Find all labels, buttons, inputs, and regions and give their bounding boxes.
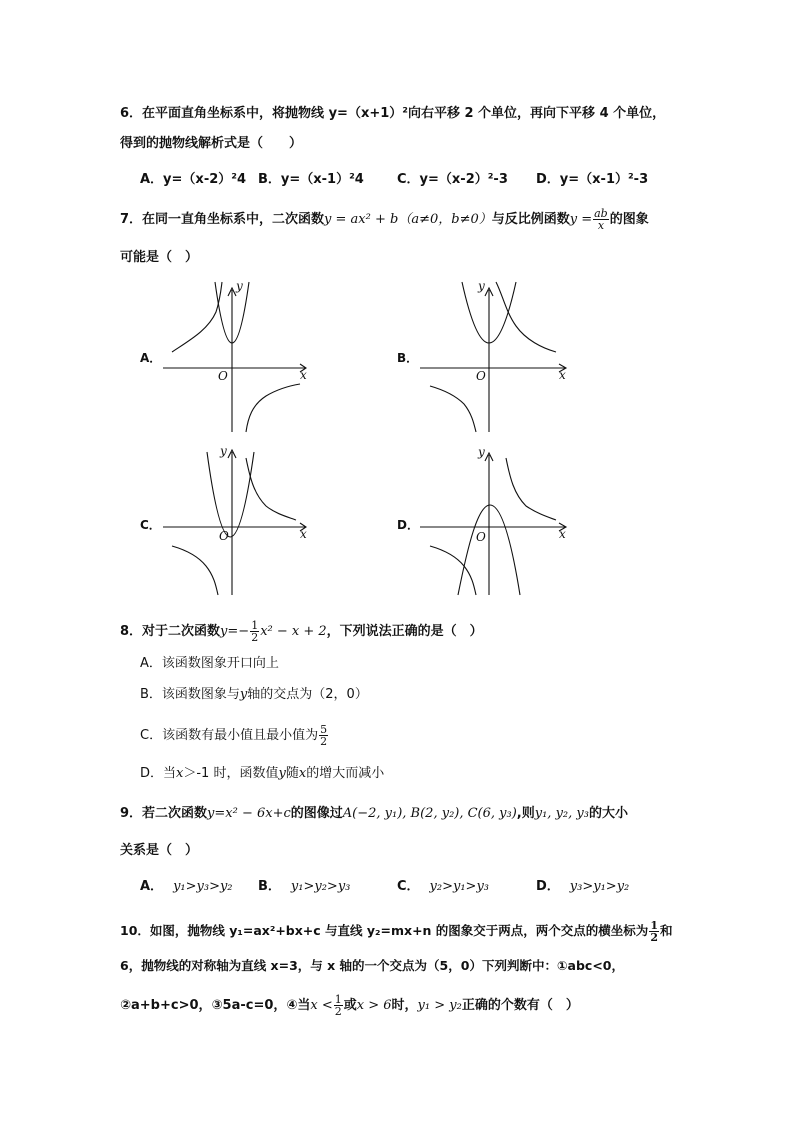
graph-d-x-label: x	[559, 527, 566, 541]
graph-d-label: D．	[397, 518, 419, 532]
q8-option-b	[140, 687, 368, 703]
q9-opt-b-text: y₁>y₂>y₃	[290, 879, 351, 894]
q9-option-d	[536, 879, 629, 895]
q8-frac-den: 2	[251, 631, 259, 644]
graph-c-origin: O	[219, 529, 229, 543]
q10-line1-fraction	[649, 920, 659, 943]
graph-c-label: C．	[140, 518, 161, 532]
q7-stem-b: 与反比例函数	[491, 212, 570, 227]
graph-b-origin: O	[476, 369, 486, 383]
q10-line1	[120, 920, 672, 943]
q8-stem	[120, 620, 483, 643]
q9-opt-b-label: B．	[258, 879, 281, 894]
q9-stem-a: 9．若二次函数	[120, 806, 208, 821]
q8-formula-rhs: x² − x + 2	[260, 624, 327, 639]
q9-stem-c: ,则	[516, 806, 535, 821]
q10-line3-b: 时，	[391, 998, 418, 1013]
graph-b-x-label: x	[559, 368, 566, 382]
q8-optd-d: 的增大而减小	[306, 766, 385, 781]
q8-fraction	[250, 620, 259, 643]
q9-stem-line2: 关系是（ ）	[120, 843, 199, 858]
q6-option-b: B．y=（x-1）²4	[258, 172, 364, 187]
q8-optc-den: 2	[320, 735, 328, 748]
q9-stem-line1	[120, 806, 628, 822]
graph-a-origin: O	[218, 369, 228, 383]
q9-opt-c-text: y₂>y₁>y₃	[429, 879, 489, 894]
q8-optb-b: 轴的交点为（2，0）	[247, 687, 368, 702]
q7-inv-num: ab	[594, 207, 608, 220]
q10-line3-or: 或	[343, 998, 357, 1013]
q10-line3-ineq: y₁ > y₂	[417, 998, 462, 1013]
q7-stem-a: 7．在同一直角坐标系中，二次函数	[120, 212, 325, 227]
q8-option-d	[140, 766, 384, 782]
q8-optb-a: B．该函数图象与	[140, 687, 240, 702]
q9-formula: y=x² − 6x+c	[207, 806, 291, 821]
q9-option-a	[140, 879, 233, 895]
q9-option-c	[397, 879, 489, 895]
q10-line3-num: 1	[334, 993, 342, 1006]
q7-formula-quad: y = ax² + b	[324, 212, 399, 227]
q6-stem-line2: 得到的抛物线解析式是（ ）	[120, 136, 303, 151]
q10-line1-num: 1	[650, 919, 658, 932]
q6-option-c: C．y=（x-2）²-3	[397, 172, 508, 187]
q8-option-a: A．该函数图象开口向上	[140, 656, 279, 671]
q10-line3-x: x <	[310, 998, 333, 1013]
graph-d-y-label: y	[478, 445, 485, 459]
q7-stem-line2: 可能是（ ）	[120, 250, 199, 265]
graph-d-origin: O	[476, 530, 486, 544]
graph-c-y-label: y	[220, 444, 227, 458]
q8-optc-num: 5	[320, 723, 328, 736]
q8-optd-var: x	[176, 766, 184, 781]
q8-optc-fraction	[319, 724, 328, 747]
q6-stem-line1: 6．在平面直角坐标系中，将抛物线 y=（x+1）²向右平移 2 个单位，再向下平移 4 个单位，	[120, 106, 666, 121]
q10-line3-den: 2	[334, 1005, 342, 1018]
q9-stem-b: 的图像过	[290, 806, 343, 821]
q10-line3-a: ②a+b+c>0，③5a-c=0，④当	[120, 998, 311, 1013]
q10-line3	[120, 994, 579, 1017]
q9-opt-d-label: D．	[536, 879, 560, 894]
q7-stem-c: 的图象	[609, 212, 649, 227]
graph-b-label: B．	[397, 351, 419, 365]
graph-a-y-label: y	[236, 279, 243, 293]
q8-stem-b: ，下列说法正确的是（ ）	[326, 624, 483, 639]
graph-b-y-label: y	[478, 279, 485, 293]
q8-formula-lhs: y=−	[220, 624, 250, 639]
q9-vars: y₁, y₂, y₃	[534, 806, 589, 821]
graph-c-x-label: x	[300, 527, 307, 541]
graph-d-hyperbola-right	[506, 458, 556, 520]
q9-opt-d-text: y₃>y₁>y₂	[569, 879, 630, 894]
q9-option-b	[258, 879, 350, 895]
q10-line2: 6，抛物线的对称轴为直线 x=3，与 x 轴的一个交点为（5，0）下列判断中：①abc<0，	[120, 958, 624, 973]
q8-optd-a: D．当	[140, 766, 177, 781]
q8-optd-b: ＞-1 时，函数值	[183, 766, 279, 781]
graph-a-label: A．	[140, 351, 162, 365]
graph-d-hyperbola-left	[430, 546, 476, 595]
q9-points: A(−2, y₁), B(2, y₂), C(6, y₃)	[342, 806, 517, 821]
q6-option-d: D．y=（x-1）²-3	[536, 172, 649, 187]
q9-opt-a-label: A．	[140, 879, 164, 894]
q9-opt-c-label: C．	[397, 879, 420, 894]
q7-formula-inv-lhs: y =	[569, 212, 593, 227]
q10-line3-c: 正确的个数有（ ）	[461, 998, 579, 1013]
q10-line3-fraction	[334, 994, 343, 1017]
q8-optb-var: y	[239, 687, 248, 702]
q10-line1-den: 2	[650, 931, 658, 944]
q8-frac-num: 1	[251, 619, 259, 632]
q10-line1-b: 和	[659, 923, 673, 938]
graph-a-x-label: x	[300, 368, 307, 382]
q6-option-a: A．y=（x-2）²4	[140, 172, 246, 187]
q8-option-c	[140, 724, 329, 747]
q7-inv-den: x	[597, 219, 605, 232]
q8-optd-c: 随	[285, 766, 299, 781]
q8-stem-a: 8．对于二次函数	[120, 624, 221, 639]
q10-line1-a: 10．如图，抛物线 y₁=ax²+bx+c 与直线 y₂=mx+n 的图象交于两点，两个交点的横坐标为	[120, 923, 649, 938]
q10-line3-x2: x > 6	[356, 998, 392, 1013]
q8-optc-a: C．该函数有最小值且最小值为	[140, 728, 319, 743]
q8-optd-var2: y	[278, 766, 286, 781]
q9-stem-d: 的大小	[588, 806, 628, 821]
q7-condition: （a≠0，b≠0）	[398, 212, 492, 227]
q9-opt-a-text: y₁>y₃>y₂	[173, 879, 233, 894]
q8-optd-var3: x	[298, 766, 307, 781]
